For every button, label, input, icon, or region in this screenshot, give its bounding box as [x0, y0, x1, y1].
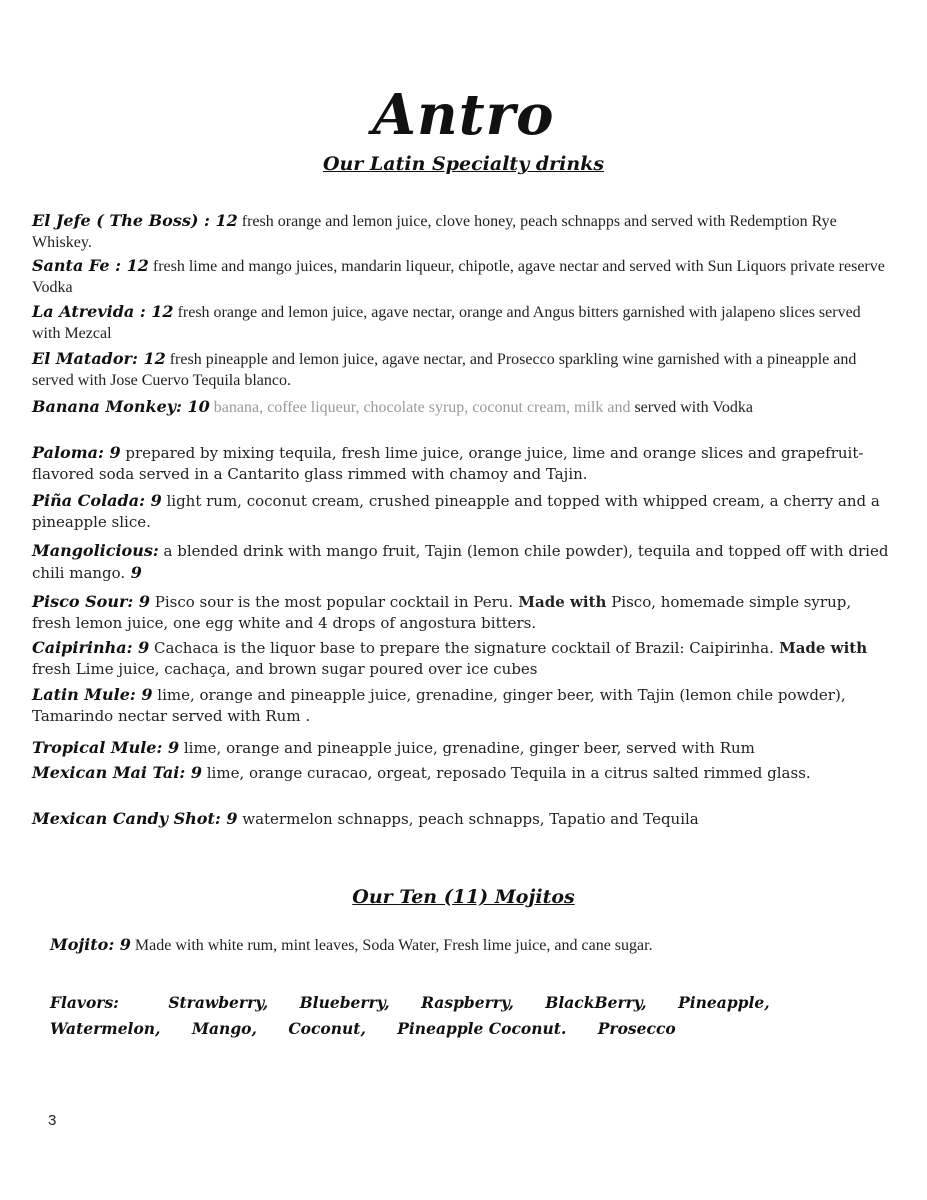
drink-description-bold: Made with	[513, 593, 607, 611]
drink-item	[32, 540, 890, 584]
drink-name: Tropical Mule: 9	[32, 738, 180, 757]
drink-description: lime, orange and pineapple juice, grenadine, ginger beer, served with Rum	[179, 739, 755, 757]
drink-item	[32, 210, 890, 253]
flavor-item: Coconut,	[288, 1019, 366, 1038]
drink-description: Made with white rum, mint leaves, Soda Water, Fresh lime juice, and cane sugar.	[130, 937, 653, 954]
drink-item	[32, 490, 890, 533]
drink-description: banana, coffee liqueur, chocolate syrup, coconut cream, milk and	[209, 399, 631, 416]
page-title: Antro	[372, 82, 555, 148]
drink-item	[32, 396, 890, 418]
drink-description: fresh orange and lemon juice, clove honey, peach schnapps and served with Redemption Rye Whiskey.	[32, 213, 837, 251]
drink-name: Paloma: 9	[32, 443, 121, 462]
drink-item	[32, 737, 890, 759]
drink-name: Caipirinha: 9	[32, 638, 150, 657]
drink-description: lime, orange and pineapple juice, grenadine, ginger beer, with Tajin (lemon chile powder), Tamarindo nectar served with Rum .	[32, 686, 846, 725]
drink-name: Latin Mule: 9	[32, 685, 153, 704]
drink-description: fresh pineapple and lemon juice, agave nectar, and Prosecco sparkling wine garnished with a pineapple and served with Jose Cuervo Tequila blanco.	[32, 351, 857, 389]
drink-item	[32, 348, 890, 391]
drink-description-cont: Pisco, homemade simple syrup, fresh lemon juice, one egg white and 4 drops of angostura bitters.	[32, 593, 852, 632]
drink-description: Cachaca is the liquor base to prepare the signature cocktail of Brazil: Caipirinha.	[149, 639, 774, 657]
flavors-label: Flavors:	[50, 993, 119, 1012]
drink-name: Mojito: 9	[50, 935, 131, 954]
drink-description: watermelon schnapps, peach schnapps, Tapatio and Tequila	[237, 810, 699, 828]
latin-section-heading: Our Latin Specialty drinks	[322, 153, 605, 175]
drink-name: Piña Colada: 9	[32, 491, 162, 510]
drink-item	[32, 637, 890, 680]
drink-item	[32, 591, 890, 634]
mojitos-section-heading: Our Ten (11) Mojitos	[352, 886, 575, 908]
drink-name: Santa Fe : 12	[32, 256, 149, 275]
drink-description: prepared by mixing tequila, fresh lime juice, orange juice, lime and orange slices and grapefruit-flavored soda served in a Cantarito glass rimmed with chamoy and Tajin.	[32, 444, 864, 483]
drink-description-cont: fresh Lime juice, cachaça, and brown sugar poured over ice cubes	[32, 660, 538, 678]
flavor-item: Strawberry,	[168, 993, 269, 1012]
drink-name: El Matador: 12	[32, 349, 166, 368]
drink-name: La Atrevida : 12	[32, 302, 174, 321]
flavor-item: Blueberry,	[299, 993, 390, 1012]
flavor-item: BlackBerry,	[545, 993, 647, 1012]
drink-name: Mangolicious:	[32, 541, 159, 560]
drink-item	[32, 684, 890, 727]
drink-name: Banana Monkey: 10	[32, 397, 210, 416]
flavor-item: Prosecco	[597, 1019, 676, 1038]
flavor-item: Mango,	[191, 1019, 257, 1038]
drink-name: Mexican Candy Shot: 9	[32, 809, 238, 828]
flavor-item: Watermelon,	[50, 1019, 161, 1038]
drink-item	[32, 255, 890, 298]
drink-item	[32, 301, 890, 344]
drink-description: Pisco sour is the most popular cocktail in Peru.	[150, 593, 514, 611]
drink-item	[32, 442, 890, 485]
drink-description: fresh orange and lemon juice, agave nectar, orange and Angus bitters garnished with jalapeno slices served with Mezcal	[32, 304, 861, 342]
drink-item	[32, 808, 890, 830]
drink-name: Pisco Sour: 9	[32, 592, 150, 611]
drink-description: fresh lime and mango juices, mandarin liqueur, chipotle, agave nectar and served with Sun Liquors private reserve Vodka	[32, 258, 885, 296]
drink-description: lime, orange curacao, orgeat, reposado Tequila in a citrus salted rimmed glass.	[201, 764, 811, 782]
flavors-list	[50, 990, 860, 1042]
drink-description-bold: Made with	[773, 639, 868, 657]
drink-item	[32, 762, 890, 784]
drink-description: a blended drink with mango fruit, Tajin (lemon chile powder), tequila and topped off with dried chili mango.	[32, 542, 889, 582]
drink-description: light rum, coconut cream, crushed pineapple and topped with whipped cream, a cherry and a pineapple slice.	[32, 492, 880, 531]
drink-name: Mexican Mai Tai: 9	[32, 763, 202, 782]
drink-name: El Jefe ( The Boss) : 12	[32, 211, 238, 230]
page-number: 3	[48, 1112, 57, 1129]
mojito-item	[50, 935, 890, 955]
drink-description-cont: served with Vodka	[630, 399, 753, 416]
drink-price: 9	[125, 563, 142, 582]
flavor-item: Raspberry,	[421, 993, 514, 1012]
flavor-item: Pineapple,	[678, 993, 770, 1012]
flavor-item: Pineapple Coconut.	[397, 1019, 567, 1038]
